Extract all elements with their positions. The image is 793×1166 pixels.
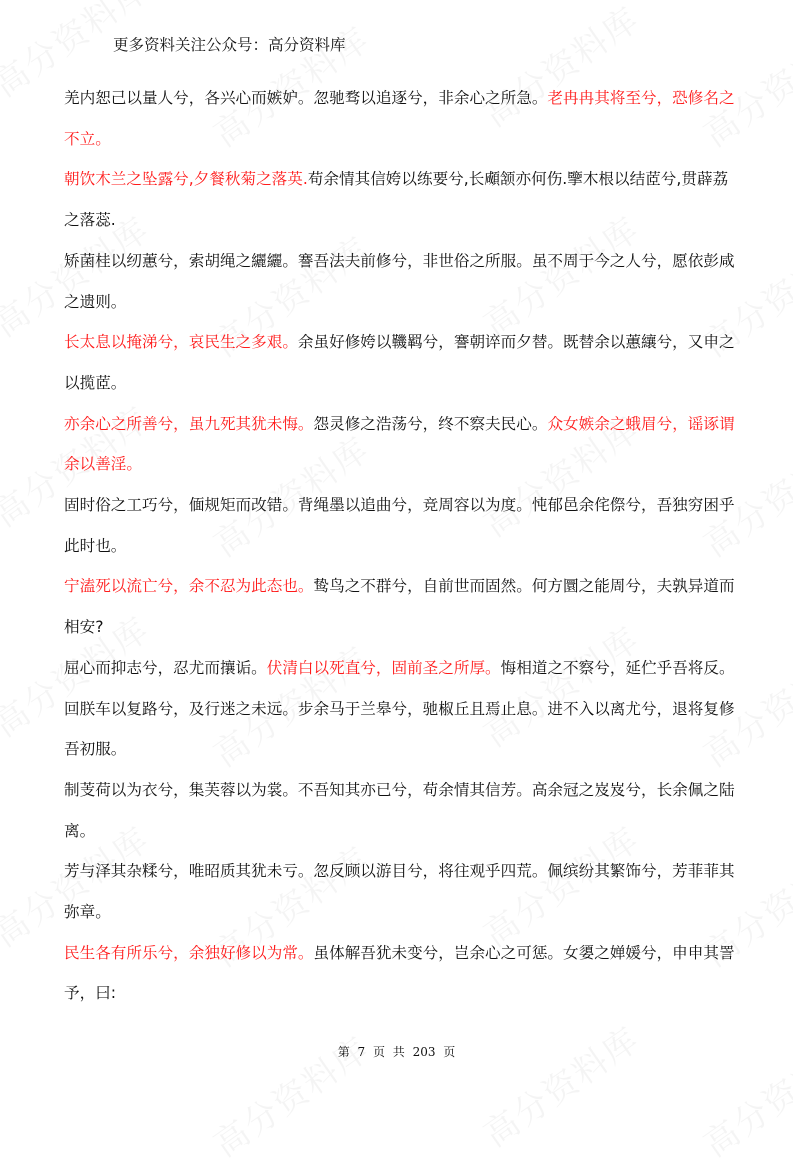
highlighted-text: 伏清白以死直兮，固前圣之所厚。 <box>266 658 501 677</box>
body-text: 制芰荷以为衣兮，集芙蓉以为裳。不吾知其亦已兮，苟余情其信芳。高余冠之岌岌兮，长余佩之陆离。 <box>64 780 735 840</box>
paragraph <box>64 404 736 485</box>
paragraph <box>64 770 736 851</box>
page-number-footer: 第 7 页 共 203 页 <box>337 1045 456 1059</box>
body-text: 鸷鸟之不群兮，自前世而固然。何方圜之能周兮，夫孰异道而相安? <box>64 577 735 637</box>
body-text: 羌内恕己以量人兮，各兴心而嫉妒。忽驰骛以追逐兮，非余心之所急。 <box>64 89 548 107</box>
body-text: 余虽好修姱以鞿羁兮，謇朝谇而夕替。既替余以蕙纕兮，又申之以揽茝。 <box>64 333 735 392</box>
paragraph <box>64 159 736 240</box>
body-text: 矫菌桂以纫蕙兮，索胡绳之纚纚。謇吾法夫前修兮，非世俗之所服。虽不周于今之人兮，愿依彭咸之遗则。 <box>64 251 735 311</box>
page-header: 更多资料关注公众号：高分资料库 <box>113 36 346 54</box>
body-text: 虽体解吾犹未变兮，岂余心之可惩。女嬃之婵媛兮，申申其詈予，曰: <box>64 943 735 1003</box>
highlighted-text: 朝饮木兰之坠露兮,夕餐秋菊之落英. <box>64 170 308 189</box>
highlighted-text: 众女嫉余之蛾眉兮，谣诼谓余以善淫。 <box>64 414 735 474</box>
paragraph <box>64 933 736 1014</box>
body-text: 怨灵修之浩荡兮，终不察夫民心。 <box>313 414 548 433</box>
paragraph <box>64 322 736 403</box>
body-text: 苟余情其信姱以练要兮,长顑颔亦何伤.擥木根以结茝兮,贯薜荔之落蕊. <box>64 170 729 230</box>
paragraph <box>64 78 736 159</box>
body-text: 屈心而抑志兮，忍尤而攘诟。 <box>64 658 267 677</box>
document-body <box>64 78 736 1014</box>
paragraph <box>64 485 736 566</box>
watermark-text <box>472 1013 648 1156</box>
highlighted-text: 民生各有所乐兮，余独好修以为常。 <box>64 943 314 962</box>
highlighted-text: 亦余心之所善兮，虽九死其犹未悔。 <box>64 414 314 433</box>
paragraph <box>64 689 736 770</box>
body-text: 固时俗之工巧兮，偭规矩而改错。背绳墨以追曲兮，竞周容以为度。忳郁邑余侘傺兮，吾独穷困乎此时也。 <box>64 496 735 555</box>
paragraph <box>64 566 736 647</box>
highlighted-text: 长太息以掩涕兮，哀民生之多艰。 <box>64 333 298 352</box>
body-text: 芳与泽其杂糅兮，唯昭质其犹未亏。忽反顾以游目兮，将往观乎四荒。佩缤纷其繁饰兮，芳菲菲其弥章。 <box>64 862 735 922</box>
body-text: 悔相道之不察兮，延伫乎吾将反。 <box>500 658 735 677</box>
highlighted-text: 老冉冉其将至兮，恐修名之不立。 <box>64 89 735 148</box>
paragraph <box>64 851 736 932</box>
paragraph <box>64 241 736 322</box>
body-text: 回朕车以复路兮，及行迷之未远。步余马于兰皋兮，驰椒丘且焉止息。进不入以离尤兮，退将复修吾初服。 <box>64 699 735 759</box>
highlighted-text: 宁溘死以流亡兮，余不忍为此态也。 <box>64 577 314 596</box>
paragraph <box>64 648 736 689</box>
